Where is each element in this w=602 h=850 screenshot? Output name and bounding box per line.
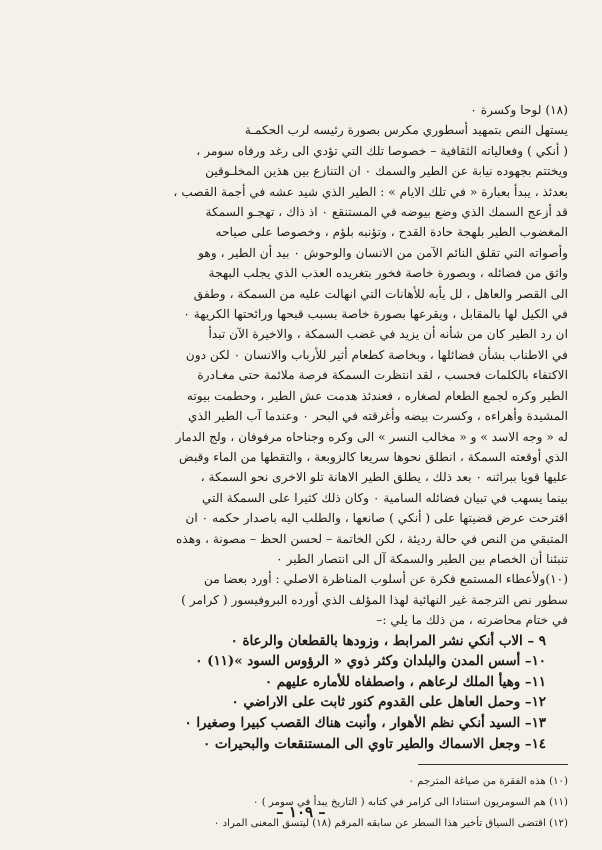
- text-line: قد أزعج السمك الذي وضع بيوضه في المستنقع ٠ اذ ذاك ، تهجـو السمكة: [205, 205, 568, 220]
- footnote: (١١) هم السومريون استنادا الى كرامر في كتابه ( التاريخ يبدأ في سومر ) ٠: [252, 797, 568, 809]
- text-line: في ختام محاضرته ، من ذلك ما يلي :–: [376, 613, 568, 628]
- verse-line: ١٤– وجعل الاسماك والطير تاوي الى المستنقعات والبحيرات ٠: [203, 735, 546, 752]
- text-line: الاكتفاء بالكلمات فحسب ، لقد انتظرت السمكة فرصة ملائمة حتى مغـادرة: [197, 368, 568, 383]
- paragraph-1: [34, 120, 568, 324]
- text-line: بينما يسهب في تبيان فضائله السامية ٠ وكان ذلك كثيرا على السمكة التي: [201, 490, 568, 505]
- text-line: (١٠)ولأعطاء المستمع فكرة عن أسلوب المناظرة الاصلي : أورد بعضا من: [203, 572, 568, 587]
- footnote: (١٢) اقتضى السياق تأخير هذا السطر عن سابقه المرقم (١٨) ليتسق المعنى المراد ٠: [213, 818, 568, 830]
- text-line: له « وجه الاسد » و « مخالب النسر » الى وكره وجناحاه مرفوفان ، ولج الدمار: [175, 429, 568, 444]
- footnote-divider: [418, 764, 568, 765]
- text-line: في الكيل لها بالمقابل ، ويقرعها بصورة خاصة بسبب قبحها ورائحتها الكريهة ٠: [183, 307, 568, 322]
- text-line: سطور نص الترجمة غير النهائية لهذا المؤلف الذي أورده البروفيسور ( كرامر ): [181, 592, 568, 607]
- paragraph-2: [34, 324, 568, 569]
- paragraph-3: [34, 569, 568, 630]
- top-line: [34, 100, 568, 120]
- text-line: واثق من فضائله ، وبصورة خاصة فخور بتغريده العذب الذي يجلب البهجة: [208, 266, 568, 281]
- text-line: (١٨) لوحا وكسرة ٠: [470, 103, 568, 117]
- verse-line: ١٢– وحمل العاهل على القدوم كنور ثابت على الاراضي ٠: [231, 694, 546, 711]
- text-line: وأصواته التي تقلق النائم الآمن من الانسان والوحوش ٠ بيد أن الطير ، وهو: [198, 245, 568, 260]
- text-line: الذي أوقعته السمكة ، انطلق نحوها سريعا كالزوبعة ، والتقطها من الماء وقبض: [179, 449, 568, 464]
- text-line: الطير وكره لجمع الطعام لصغاره ، فعندئذ هدمت عش الطير ، وحطمت بيوته: [186, 388, 568, 403]
- text-line: ( أنكي ) وفعالياته الثقافية – خصوصا تلك التي تؤدي الى رغد ورفاه سومر ،: [196, 143, 568, 158]
- verse-line: ١١– وهيأ الملك لرعاهم ، واصطفاه للأماره عليهم ٠: [264, 673, 546, 690]
- verse-line: ٩ – الاب أنكي نشر المرابط ، وزودها بالقطعان والرعاة ٠: [230, 632, 546, 649]
- page-number: – ١٠٩ –: [276, 803, 326, 821]
- footnote: (١٠) هذه الفقرة من صياغة المترجم ٠: [408, 776, 568, 788]
- verse-line: ١٣– السيد أنكي نظم الأهوار ، وأنبت هناك القصب كبيرا وصغيرا ٠: [184, 714, 546, 731]
- text-line: ان رد الطير كان من شأنه أن يزيد في غضب السمكة ، والاخيرة الآن تبدأ: [208, 327, 568, 342]
- text-line: يستهل النص بتمهيد أسطوري مكرس بصورة رئيسه لرب الحكمـة: [244, 123, 568, 138]
- text-line: الى القصر والعاهل ، لل يأبه للأهانات التي انهالت عليه من السمكة ، وطفق: [193, 286, 568, 301]
- text-line: اقترحت عرض قضيتها على ( أنكي ) صانعها ، والطلب اليه باصدار حكمه ٠ ان: [185, 511, 568, 526]
- text-line: المتبقي من النص في حالة رديئة ، لكن الخاتمة – لحسن الحظ – مصونة ، وهذه: [176, 531, 568, 546]
- verse-line: ١٠– أسس المدن والبلدان وكثر ذوي « الرؤوس السود »(١١) ٠: [195, 653, 546, 670]
- text-line: ويختتم بجهوده نيابة عن الطير والسمك ٠ ان التنازع بين هذين المخلـوقين: [205, 164, 568, 179]
- text-line: تنبئنا أن الخصام بين الطير والسمكة آل الى انتصار الطير ٠: [276, 551, 568, 566]
- text-line: عليها قويا ببراثنه ٠ بعد ذلك ، يطلق الطير الاهانة تلو الاخرى نحو السمكة ،: [200, 470, 568, 485]
- verse-list: [34, 631, 568, 755]
- text-line: بعدئذ ، يبدأ بعبارة « في تلك الايام » : الطير الذي شيد عشه في أجمة القصب ،: [173, 184, 568, 199]
- text-line: المشيدة وأهراءه ، وكسرت بيضه وأغرقته في البحر ٠ وعندما آب الطير الذي: [188, 409, 568, 424]
- text-line: المغضوب الطير بلهجة حادة القدح ، وتؤنبه بلؤم ، وخصوصا على صياحه: [215, 225, 568, 240]
- text-line: في الاطناب بشأن فضائلها ، وبخاصة كطعام أثير للأرباب والانسان ٠ لكن دون: [185, 347, 568, 362]
